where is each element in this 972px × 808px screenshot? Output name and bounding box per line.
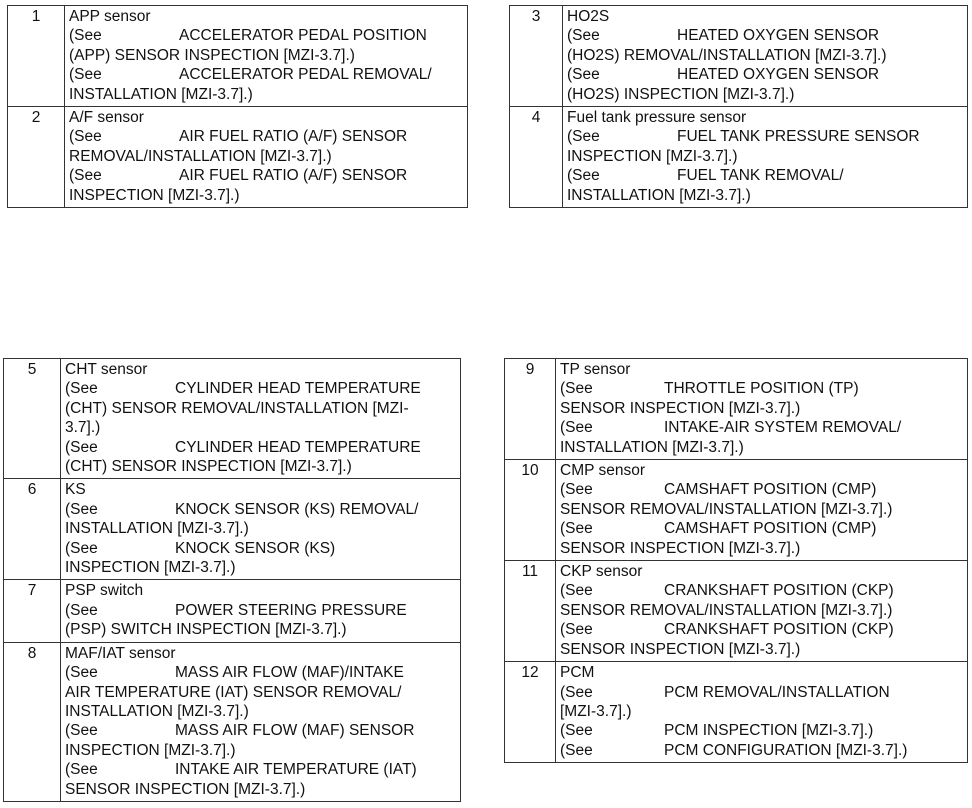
reference-text: 3.7].) [65, 419, 101, 437]
reference-line [65, 760, 457, 779]
reference-line [65, 620, 457, 639]
reference-line [560, 480, 964, 499]
reference-text: (APP) SENSOR INSPECTION [MZI-3.7].) [69, 46, 355, 64]
reference-link[interactable]: KNOCK SENSOR (KS) REMOVAL/ [175, 500, 419, 518]
reference-text: INSPECTION [MZI-3.7].) [65, 559, 236, 577]
reference-line [69, 186, 464, 205]
component-row [8, 6, 468, 107]
reference-link[interactable]: PCM INSPECTION [MZI-3.7].) [664, 722, 874, 740]
reference-line [560, 500, 964, 519]
component-name [567, 7, 964, 26]
component-description [61, 359, 461, 479]
reference-text: INSTALLATION [MZI-3.7].) [65, 520, 249, 538]
reference-line [69, 147, 464, 166]
component-row [4, 359, 461, 479]
reference-link[interactable]: CAMSHAFT POSITION (CMP) [664, 520, 877, 538]
reference-line [560, 640, 964, 659]
reference-text: (PSP) SWITCH INSPECTION [MZI-3.7].) [65, 621, 347, 639]
component-name [65, 480, 457, 499]
reference-link[interactable]: AIR FUEL RATIO (A/F) SENSOR [179, 128, 408, 146]
reference-line [65, 500, 457, 519]
reference-link[interactable]: ACCELERATOR PEDAL REMOVAL/ [179, 66, 432, 84]
component-number: 6 [4, 479, 61, 580]
reference-line [560, 399, 964, 418]
see-label: (See [65, 722, 98, 740]
component-row [8, 107, 468, 208]
reference-link[interactable]: HEATED OXYGEN SENSOR [677, 66, 880, 84]
component-table-bottom-left [3, 358, 461, 802]
reference-text: INSTALLATION [MZI-3.7].) [560, 438, 744, 456]
component-name [560, 360, 964, 379]
see-label: (See [65, 380, 98, 398]
component-name-text: CMP sensor [560, 462, 645, 480]
reference-line [560, 418, 964, 437]
component-description [556, 662, 968, 763]
component-name [65, 644, 457, 663]
see-label: (See [560, 481, 593, 499]
component-description [61, 479, 461, 580]
see-label: (See [69, 167, 102, 185]
component-table-top-right [509, 5, 968, 208]
reference-line [65, 418, 457, 437]
reference-text: REMOVAL/INSTALLATION [MZI-3.7].) [69, 147, 332, 165]
see-label: (See [560, 582, 593, 600]
reference-text: SENSOR REMOVAL/INSTALLATION [MZI-3.7].) [560, 601, 893, 619]
see-label: (See [567, 66, 600, 84]
reference-text: INSPECTION [MZI-3.7].) [69, 186, 240, 204]
reference-line [567, 85, 964, 104]
see-label: (See [560, 741, 593, 759]
reference-link[interactable]: PCM CONFIGURATION [MZI-3.7].) [664, 741, 908, 759]
reference-link[interactable]: POWER STEERING PRESSURE [175, 601, 407, 619]
component-number: 12 [505, 662, 556, 763]
reference-line [560, 581, 964, 600]
reference-link[interactable]: ACCELERATOR PEDAL POSITION [179, 27, 427, 45]
reference-text: (CHT) SENSOR REMOVAL/INSTALLATION [MZI- [65, 399, 409, 417]
see-label: (See [560, 683, 593, 701]
reference-line [560, 539, 964, 558]
component-name [560, 562, 964, 581]
reference-line [65, 457, 457, 476]
see-label: (See [560, 419, 593, 437]
reference-link[interactable]: CRANKSHAFT POSITION (CKP) [664, 582, 894, 600]
reference-text: SENSOR REMOVAL/INSTALLATION [MZI-3.7].) [560, 500, 893, 518]
see-label: (See [65, 664, 98, 682]
see-label: (See [65, 601, 98, 619]
reference-link[interactable]: CRANKSHAFT POSITION (CKP) [664, 621, 894, 639]
reference-line [567, 186, 964, 205]
see-label: (See [65, 500, 98, 518]
reference-line [69, 26, 464, 45]
reference-line [560, 683, 964, 702]
component-number: 7 [4, 580, 61, 642]
reference-line [65, 780, 457, 799]
component-row [510, 6, 968, 107]
component-row [4, 580, 461, 642]
reference-line [65, 663, 457, 682]
see-label: (See [567, 27, 600, 45]
component-description [65, 6, 468, 107]
reference-line [65, 519, 457, 538]
reference-text: SENSOR INSPECTION [MZI-3.7].) [560, 640, 801, 658]
component-name-text: TP sensor [560, 361, 631, 378]
reference-text: SENSOR INSPECTION [MZI-3.7].) [65, 780, 306, 798]
reference-link[interactable]: KNOCK SENSOR (KS) [175, 539, 336, 557]
reference-text: (CHT) SENSOR INSPECTION [MZI-3.7].) [65, 458, 352, 476]
component-table-top-left [7, 5, 468, 208]
component-description [556, 359, 968, 460]
reference-line [560, 438, 964, 457]
reference-text: INSTALLATION [MZI-3.7].) [65, 702, 249, 720]
component-description [61, 580, 461, 642]
reference-text: INSPECTION [MZI-3.7].) [65, 741, 236, 759]
component-row [505, 561, 968, 662]
see-label: (See [560, 520, 593, 538]
reference-text: INSPECTION [MZI-3.7].) [567, 147, 738, 165]
reference-line [65, 558, 457, 577]
reference-line [567, 46, 964, 65]
component-description [61, 642, 461, 801]
component-name-text: CHT sensor [65, 361, 148, 378]
reference-line [567, 166, 964, 185]
see-label: (See [560, 621, 593, 639]
reference-line [69, 85, 464, 104]
reference-link[interactable]: HEATED OXYGEN SENSOR [677, 27, 880, 45]
reference-link[interactable]: MASS AIR FLOW (MAF) SENSOR [175, 722, 415, 740]
component-name [560, 663, 964, 682]
see-label: (See [69, 66, 102, 84]
reference-line [567, 127, 964, 146]
reference-link[interactable]: AIR FUEL RATIO (A/F) SENSOR [179, 167, 408, 185]
see-label: (See [65, 539, 98, 557]
component-description [556, 561, 968, 662]
component-name [65, 360, 457, 379]
see-label: (See [560, 380, 593, 398]
reference-line [560, 519, 964, 538]
see-label: (See [69, 128, 102, 146]
component-name-text: Fuel tank pressure sensor [567, 109, 747, 127]
reference-line [560, 721, 964, 740]
reference-line [560, 620, 964, 639]
component-description [65, 107, 468, 208]
component-name-text: KS [65, 481, 86, 499]
reference-link[interactable]: FUEL TANK REMOVAL/ [677, 167, 844, 185]
reference-text: SENSOR INSPECTION [MZI-3.7].) [560, 539, 801, 557]
component-number: 5 [4, 359, 61, 479]
reference-link[interactable]: INTAKE AIR TEMPERATURE (IAT) [175, 761, 417, 779]
reference-line [560, 601, 964, 620]
component-name [567, 108, 964, 127]
reference-line [560, 741, 964, 760]
component-name [69, 7, 464, 26]
reference-link[interactable]: CYLINDER HEAD TEMPERATURE [175, 438, 421, 456]
reference-line [567, 147, 964, 166]
reference-line [69, 46, 464, 65]
reference-line [560, 702, 964, 721]
reference-text: (HO2S) INSPECTION [MZI-3.7].) [567, 85, 795, 103]
reference-line [65, 741, 457, 760]
reference-line [567, 65, 964, 84]
component-number: 10 [505, 460, 556, 561]
component-name [560, 461, 964, 480]
component-number: 1 [8, 6, 65, 107]
reference-text: [MZI-3.7].) [560, 702, 632, 720]
reference-link[interactable]: CAMSHAFT POSITION (CMP) [664, 481, 877, 499]
component-number: 8 [4, 642, 61, 801]
reference-link[interactable]: CYLINDER HEAD TEMPERATURE [175, 380, 421, 398]
component-row [4, 479, 461, 580]
see-label: (See [65, 761, 98, 779]
reference-line [560, 379, 964, 398]
component-name [69, 108, 464, 127]
reference-text: AIR TEMPERATURE (IAT) SENSOR REMOVAL/ [65, 683, 402, 701]
reference-link[interactable]: THROTTLE POSITION (TP) [664, 380, 859, 398]
reference-line [69, 127, 464, 146]
component-description [563, 107, 968, 208]
reference-link[interactable]: MASS AIR FLOW (MAF)/INTAKE [175, 664, 404, 682]
component-row [505, 460, 968, 561]
component-row [4, 642, 461, 801]
reference-line [567, 26, 964, 45]
reference-line [65, 539, 457, 558]
component-name-text: APP sensor [69, 8, 151, 25]
reference-text: INSTALLATION [MZI-3.7].) [69, 85, 253, 103]
reference-line [65, 683, 457, 702]
component-name-text: PSP switch [65, 582, 144, 600]
see-label: (See [560, 722, 593, 740]
component-number: 9 [505, 359, 556, 460]
component-name [65, 581, 457, 600]
component-name-text: MAF/IAT sensor [65, 644, 176, 662]
see-label: (See [69, 27, 102, 45]
see-label: (See [567, 128, 600, 146]
reference-line [65, 438, 457, 457]
component-row [505, 359, 968, 460]
component-number: 11 [505, 561, 556, 662]
component-name-text: HO2S [567, 8, 610, 25]
reference-line [65, 379, 457, 398]
reference-line [65, 721, 457, 740]
component-name-text: A/F sensor [69, 109, 144, 127]
reference-text: (HO2S) REMOVAL/INSTALLATION [MZI-3.7].) [567, 46, 887, 64]
reference-line [65, 601, 457, 620]
reference-text: INSTALLATION [MZI-3.7].) [567, 186, 751, 204]
see-label: (See [65, 438, 98, 456]
component-number: 2 [8, 107, 65, 208]
reference-line [69, 166, 464, 185]
reference-text: SENSOR INSPECTION [MZI-3.7].) [560, 399, 801, 417]
component-name-text: PCM [560, 664, 595, 682]
reference-link[interactable]: INTAKE-AIR SYSTEM REMOVAL/ [664, 419, 902, 437]
component-description [563, 6, 968, 107]
component-table-bottom-right [504, 358, 968, 763]
reference-line [65, 399, 457, 418]
component-number: 4 [510, 107, 563, 208]
reference-line [65, 702, 457, 721]
see-label: (See [567, 167, 600, 185]
reference-line [69, 65, 464, 84]
reference-link[interactable]: FUEL TANK PRESSURE SENSOR [677, 128, 920, 146]
component-row [505, 662, 968, 763]
component-description [556, 460, 968, 561]
reference-link[interactable]: PCM REMOVAL/INSTALLATION [664, 683, 890, 701]
component-number: 3 [510, 6, 563, 107]
component-row [510, 107, 968, 208]
component-name-text: CKP sensor [560, 563, 643, 581]
